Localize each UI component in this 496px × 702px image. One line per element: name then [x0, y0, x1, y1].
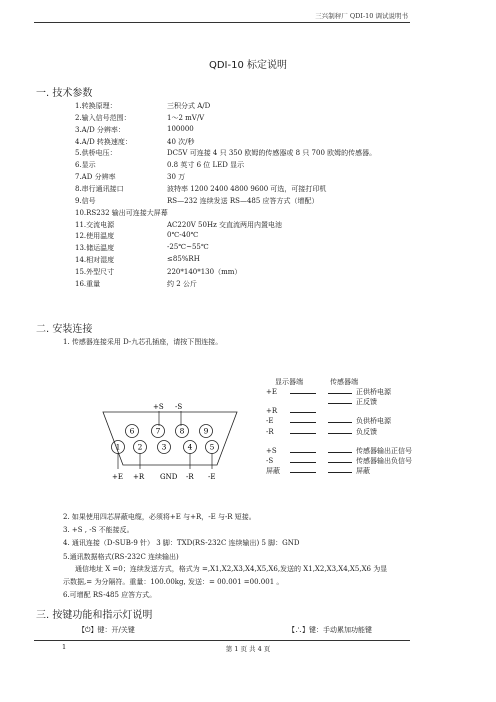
page-title: QDI-10 标定说明 — [208, 60, 288, 71]
wiring-sensor-terminal: 传感器输出正信号 — [356, 447, 412, 455]
wiring-display-terminal: +S — [266, 447, 277, 455]
pin-number: 1 — [115, 442, 121, 452]
spec-label: 3.A/D 分辨率： — [75, 125, 125, 134]
spec-label: 6.显示 — [75, 161, 96, 170]
install-note: 2. 如果使用四芯屏蔽电缆，必须将+E 与+R，-E 与-R 短接。 — [63, 513, 256, 521]
spec-value: 220*140*130（mm） — [167, 267, 242, 276]
db9-connector-diagram — [80, 365, 260, 487]
spec-value: 0.8 英寸 6 位 LED 显示 — [167, 161, 245, 170]
connector-label-minus-e: -E — [208, 473, 216, 481]
pin-number: 3 — [161, 442, 167, 452]
wiring-sensor-terminal: 传感器输出负信号 — [356, 457, 412, 465]
wiring-sensor-terminal: 正供桥电源 — [356, 388, 391, 396]
spec-label: 1.转换原理： — [75, 102, 117, 110]
wiring-display-terminal: +R — [266, 407, 278, 415]
pin-number: 4 — [187, 442, 193, 452]
spec-label: 11.交流电源 — [75, 220, 115, 229]
spec-value: 40 次/秒 — [167, 137, 195, 146]
wiring-header-sensor: 传感器端 — [330, 378, 358, 386]
footer-rule — [34, 640, 410, 641]
pin-number: 2 — [137, 442, 143, 452]
section-heading-install: 二. 安装连接 — [36, 324, 93, 335]
install-note: 通信地址 X =0；连续发送方式，格式为 =,X1,X2,X3,X4,X5,X6,发送的 X1,X2,X3,X4,X5,X6 为显 — [75, 565, 388, 573]
wiring-display-terminal: -E — [266, 417, 274, 425]
footer-page-number: 1 — [62, 643, 67, 651]
wiring-connector-line — [290, 393, 316, 394]
wiring-display-terminal: 屏蔽 — [266, 467, 280, 475]
wiring-sensor-terminal: 负供桥电源 — [356, 417, 391, 425]
spec-label: 5.供桥电压： — [75, 149, 117, 158]
spec-label: 16.重量 — [75, 279, 101, 288]
wiring-connector-line — [290, 412, 316, 413]
wiring-header-display: 显示器端 — [275, 378, 303, 386]
pin-number: 8 — [179, 426, 185, 436]
spec-label: 4.A/D 转换速度： — [75, 137, 132, 146]
wiring-connector-line — [328, 472, 352, 473]
wiring-connector-line — [328, 422, 352, 423]
connector-label-gnd: GND — [160, 473, 178, 481]
spec-value: ≤85%RH — [167, 255, 200, 264]
install-note: 6.可增配 RS-485 应答方式。 — [63, 591, 157, 599]
wiring-sensor-terminal: 负反馈 — [356, 428, 377, 436]
pin-number: 6 — [129, 426, 135, 436]
header-text: 三兴制秤厂 QDI-10 调试说明书 — [315, 12, 408, 20]
spec-label: 2.输入信号范围： — [75, 113, 131, 122]
spec-label: 9.信号 — [75, 196, 96, 205]
wiring-display-terminal: -S — [266, 457, 274, 465]
pin-number: 7 — [155, 426, 161, 436]
wiring-connector-line — [328, 462, 352, 463]
wiring-connector-line — [328, 452, 352, 453]
wiring-connector-line — [328, 403, 352, 404]
section-heading-keys: 三. 按键功能和指示灯说明 — [36, 610, 153, 621]
connector-label-plus-e: +E — [112, 473, 123, 481]
connector-label-plus-s: +S — [153, 403, 164, 411]
spec-label: 15.外型尺寸 — [75, 267, 115, 276]
spec-label: 10.RS232 输出可连接大屏幕 — [75, 208, 168, 217]
spec-value: 1～2 mV/V — [167, 113, 205, 122]
install-note: 4. 通讯连接（D-SUB-9 针） 3 脚：TXD(RS-232C 连续输出) 5 脚：GND — [63, 539, 300, 547]
spec-value: 波特率 1200 2400 4800 9600 可选，可接打印机 — [167, 184, 327, 193]
spec-label: 8.串行通讯接口 — [75, 184, 124, 193]
wiring-connector-line — [290, 452, 316, 453]
install-note: 示数据,= 为分隔符。重量：100.00kg, 发送：= 00.001 =00.001 。 — [63, 578, 284, 586]
pin-number: 5 — [209, 442, 215, 452]
wiring-display-terminal: -R — [266, 428, 274, 436]
connector-label-minus-r: -R — [186, 473, 194, 481]
install-note: 5.通讯数据格式(RS-232C 连续输出) — [63, 553, 179, 561]
wiring-sensor-terminal: 屏蔽 — [356, 467, 370, 475]
wiring-connector-line — [328, 433, 352, 434]
spec-value: 100000 — [167, 124, 194, 133]
spec-label: 14.相对湿度 — [75, 256, 115, 265]
spec-label: 13.储运温度 — [75, 244, 115, 253]
spec-value: -25℃~55℃ — [167, 243, 209, 252]
spec-value: DC5V 可连接 4 只 350 欧姆的传感器或 8 只 700 欧姆的传感器。 — [167, 149, 377, 158]
spec-value: AC220V 50Hz 交直流两用内置电池 — [167, 220, 282, 229]
wiring-connector-line — [328, 393, 352, 394]
connector-outline — [103, 412, 237, 465]
connector-label-plus-r: +R — [133, 473, 145, 481]
spec-value: RS—232 连续发送 RS—485 应答方式（增配） — [167, 196, 319, 205]
install-note: 3. +S , -S 不能接反。 — [63, 526, 134, 534]
spec-value: 0℃-40℃ — [167, 231, 199, 240]
key-accumulate-description: 【∴】键：手动累加功能键 — [288, 626, 372, 634]
spec-value: 三积分式 A/D — [167, 102, 211, 110]
pin-number: 9 — [203, 426, 209, 436]
header-rule — [34, 22, 410, 23]
wiring-sensor-terminal: 正反馈 — [356, 398, 377, 406]
spec-label: 7.AD 分辨率 — [75, 173, 116, 182]
footer-page-info: 第 1 页 共 4 页 — [225, 645, 271, 653]
key-power-description: 【⏻】键：开/关键 — [78, 626, 135, 634]
section-heading-specs: 一. 技术参数 — [36, 88, 93, 99]
wiring-connector-line — [290, 422, 316, 423]
spec-value: 约 2 公斤 — [167, 279, 197, 288]
connector-label-minus-s: -S — [175, 403, 183, 411]
wiring-display-terminal: +E — [266, 388, 277, 396]
spec-value: 30 万 — [167, 173, 186, 182]
wiring-connector-line — [290, 433, 316, 434]
install-intro: 1. 传感器连接采用 D-九芯孔插座，请按下图连接。 — [63, 338, 223, 346]
wiring-connector-line — [290, 462, 316, 463]
spec-label: 12.使用温度 — [75, 232, 115, 241]
wiring-connector-line — [290, 472, 316, 473]
